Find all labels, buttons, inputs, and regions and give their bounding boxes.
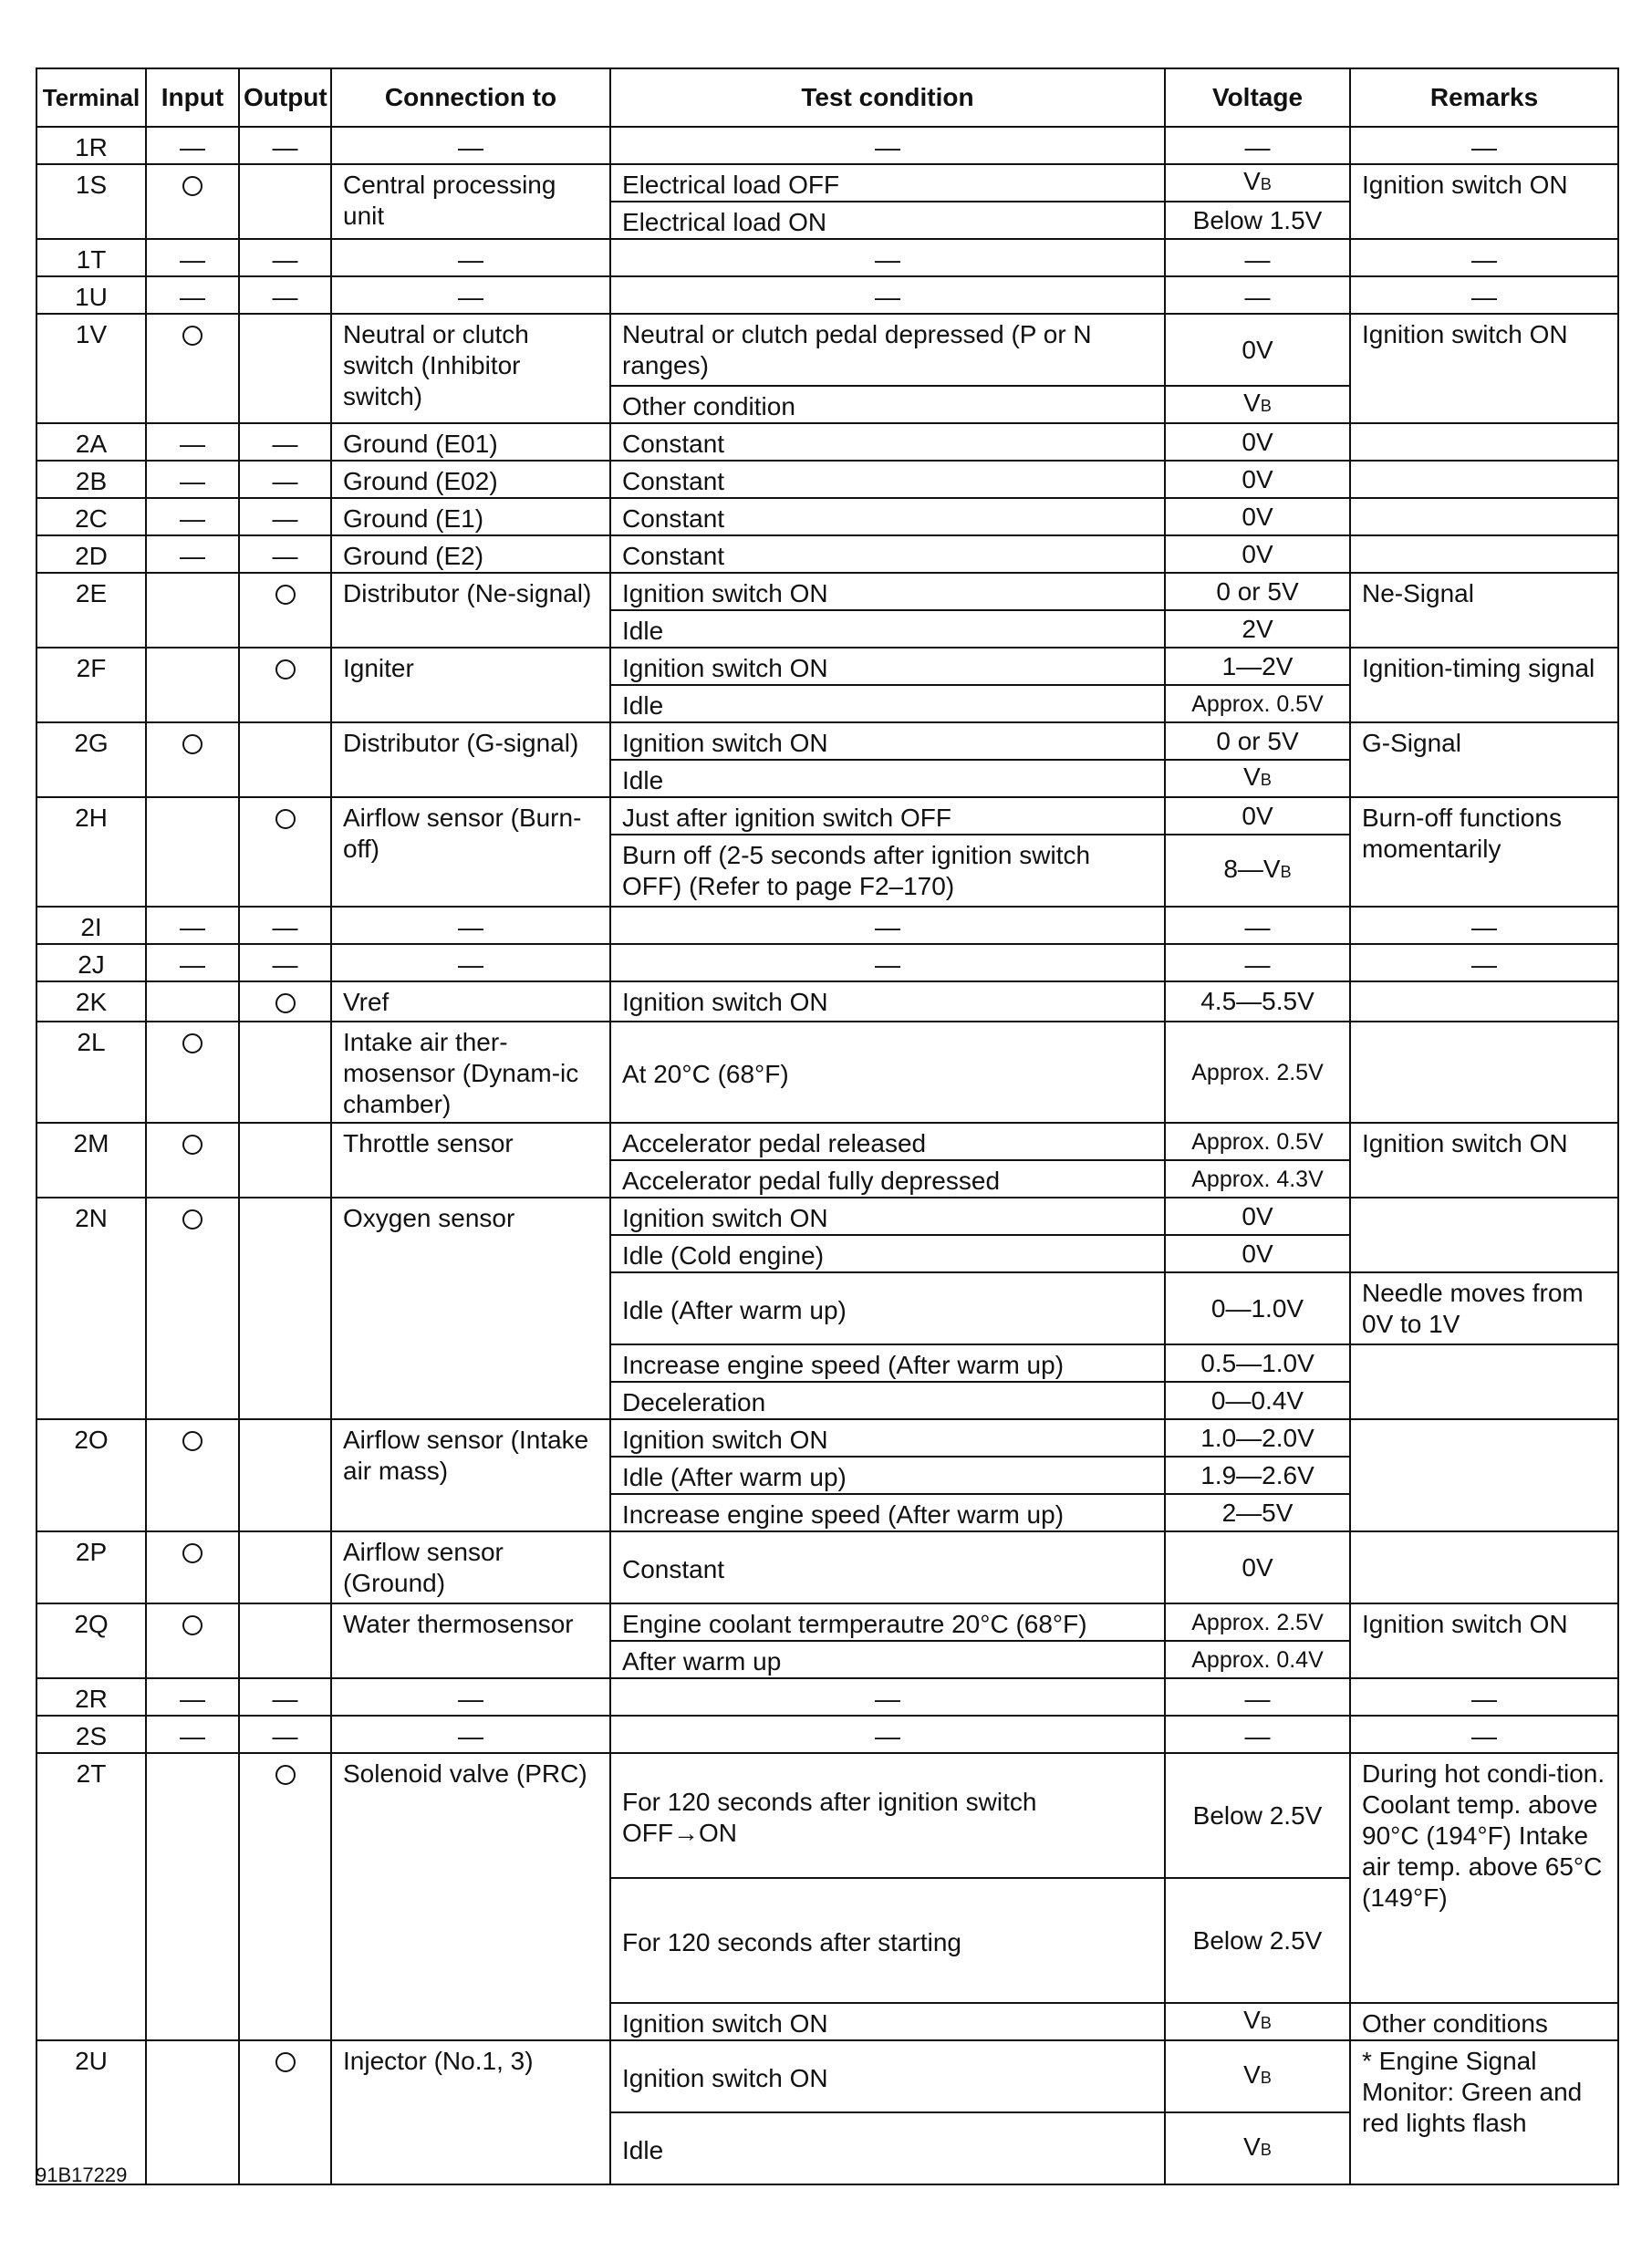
voltage-cell: 0—0.4V <box>1165 1382 1350 1419</box>
table-row <box>36 1419 1618 1457</box>
table-row <box>36 1022 1618 1123</box>
circle-icon <box>275 585 296 605</box>
table-row <box>36 461 1618 498</box>
test-cell: For 120 seconds after starting <box>610 1878 1165 2003</box>
circle-icon <box>182 1543 203 1563</box>
table-row <box>36 981 1618 1022</box>
remarks-cell: Needle moves from 0V to 1V <box>1350 1272 1618 1344</box>
dash-cell: — <box>1350 239 1618 276</box>
output-cell <box>239 164 331 239</box>
connection-cell: Distributor (G-signal) <box>331 722 610 797</box>
dash-cell: — <box>1350 944 1618 981</box>
voltage-cell: 0 or 5V <box>1165 573 1350 610</box>
dash-cell: — <box>239 239 331 276</box>
test-cell: Idle (After warm up) <box>610 1457 1165 1494</box>
voltage-cell: 0V <box>1165 797 1350 835</box>
remarks-cell <box>1350 535 1618 573</box>
terminal-cell: 2T <box>36 1753 146 2040</box>
circle-icon <box>182 1135 203 1155</box>
remarks-cell: * Engine Signal Monitor: Green and red lights flash <box>1350 2040 1618 2184</box>
test-cell: Ignition switch ON <box>610 2003 1165 2040</box>
table-row <box>36 944 1618 981</box>
table-row <box>36 164 1618 202</box>
dash-cell: — <box>239 127 331 164</box>
voltage-cell: VB <box>1165 2040 1350 2112</box>
dash-cell: — <box>1165 944 1350 981</box>
test-cell: Other condition <box>610 386 1165 423</box>
input-cell <box>146 314 239 423</box>
table-row <box>36 722 1618 760</box>
figure-reference-code: 91B17229 <box>36 2163 128 2186</box>
terminal-cell: 2N <box>36 1198 146 1419</box>
dash-cell: — <box>331 944 610 981</box>
test-cell: Just after ignition switch OFF <box>610 797 1165 835</box>
dash-cell: — <box>146 535 239 573</box>
dash-cell: — <box>1165 127 1350 164</box>
output-cell <box>239 722 331 797</box>
remarks-cell <box>1350 1198 1618 1272</box>
table-row <box>36 907 1618 944</box>
dash-cell: — <box>239 1678 331 1716</box>
terminal-cell: 2H <box>36 797 146 907</box>
dash-cell: — <box>239 498 331 535</box>
dash-cell: — <box>1350 1716 1618 1753</box>
remarks-cell <box>1350 1344 1618 1419</box>
test-cell: Electrical load OFF <box>610 164 1165 202</box>
connection-cell: Igniter <box>331 648 610 722</box>
circle-icon <box>182 734 203 754</box>
circle-icon <box>275 2052 296 2072</box>
header-terminal: Terminal <box>36 68 146 127</box>
table-row <box>36 797 1618 835</box>
dash-cell: — <box>146 461 239 498</box>
output-cell <box>239 797 331 907</box>
header-row <box>36 68 1618 127</box>
test-cell: Constant <box>610 461 1165 498</box>
voltage-cell: VB <box>1165 164 1350 202</box>
voltage-cell: 0V <box>1165 498 1350 535</box>
dash-cell: — <box>610 239 1165 276</box>
circle-icon <box>275 993 296 1013</box>
voltage-cell: 0V <box>1165 535 1350 573</box>
circle-icon <box>182 326 203 346</box>
dash-cell: — <box>146 498 239 535</box>
test-cell: Idle (Cold engine) <box>610 1235 1165 1272</box>
terminal-cell: 2B <box>36 461 146 498</box>
dash-cell: — <box>239 535 331 573</box>
output-cell <box>239 648 331 722</box>
dash-cell: — <box>239 1716 331 1753</box>
terminal-cell: 2O <box>36 1419 146 1531</box>
dash-cell: — <box>239 907 331 944</box>
terminal-cell: 1U <box>36 276 146 314</box>
terminal-cell: 2Q <box>36 1603 146 1678</box>
test-cell: Idle <box>610 2112 1165 2184</box>
circle-icon <box>182 176 203 196</box>
table-row <box>36 276 1618 314</box>
test-cell: Constant <box>610 423 1165 461</box>
terminal-cell: 1V <box>36 314 146 423</box>
input-cell <box>146 1531 239 1603</box>
input-cell <box>146 1198 239 1419</box>
terminal-cell: 2M <box>36 1123 146 1198</box>
dash-cell: — <box>331 1678 610 1716</box>
terminal-cell: 2D <box>36 535 146 573</box>
dash-cell: — <box>146 276 239 314</box>
remarks-cell: Ignition switch ON <box>1350 1123 1618 1198</box>
connection-cell: Neutral or clutch switch (Inhibitor switch) <box>331 314 610 423</box>
test-cell: After warm up <box>610 1641 1165 1678</box>
dash-cell: — <box>239 423 331 461</box>
remarks-cell <box>1350 498 1618 535</box>
dash-cell: — <box>1350 907 1618 944</box>
table-row <box>36 535 1618 573</box>
test-cell: Ignition switch ON <box>610 1419 1165 1457</box>
test-cell: Idle <box>610 685 1165 722</box>
voltage-cell: 2V <box>1165 610 1350 648</box>
output-cell <box>239 1603 331 1678</box>
terminal-cell: 2L <box>36 1022 146 1123</box>
remarks-cell: Ne-Signal <box>1350 573 1618 648</box>
dash-cell: — <box>610 1716 1165 1753</box>
dash-cell: — <box>146 907 239 944</box>
voltage-cell: Below 2.5V <box>1165 1878 1350 2003</box>
table-row <box>36 648 1618 685</box>
output-cell <box>239 2040 331 2184</box>
dash-cell: — <box>610 127 1165 164</box>
voltage-cell: 0V <box>1165 1531 1350 1603</box>
dash-cell: — <box>610 944 1165 981</box>
test-cell: Idle <box>610 610 1165 648</box>
voltage-cell: 0 or 5V <box>1165 722 1350 760</box>
terminal-cell: 1T <box>36 239 146 276</box>
table-row <box>36 1123 1618 1160</box>
dash-cell: — <box>1350 276 1618 314</box>
input-cell <box>146 797 239 907</box>
test-cell: Engine coolant termperautre 20°C (68°F) <box>610 1603 1165 1641</box>
connection-cell: Oxygen sensor <box>331 1198 610 1419</box>
voltage-cell: 0V <box>1165 314 1350 386</box>
dash-cell: — <box>331 276 610 314</box>
remarks-cell: Ignition switch ON <box>1350 1603 1618 1678</box>
connection-cell: Water thermosensor <box>331 1603 610 1678</box>
input-cell <box>146 648 239 722</box>
terminal-table <box>36 67 1619 2185</box>
input-cell <box>146 2040 239 2184</box>
input-cell <box>146 1022 239 1123</box>
test-cell: Constant <box>610 498 1165 535</box>
connection-cell: Intake air ther-mosensor (Dynam-ic chamber) <box>331 1022 610 1123</box>
output-cell <box>239 1753 331 2040</box>
dash-cell: — <box>146 1678 239 1716</box>
terminal-cell: 2I <box>36 907 146 944</box>
voltage-cell: Approx. 4.3V <box>1165 1160 1350 1198</box>
test-cell: Idle <box>610 760 1165 797</box>
circle-icon <box>182 1209 203 1229</box>
circle-icon <box>275 1765 296 1785</box>
table-row <box>36 573 1618 610</box>
terminal-cell: 2G <box>36 722 146 797</box>
connection-cell: Central processing unit <box>331 164 610 239</box>
dash-cell: — <box>146 127 239 164</box>
dash-cell: — <box>331 239 610 276</box>
dash-cell: — <box>1165 907 1350 944</box>
table-row <box>36 498 1618 535</box>
voltage-cell: 2—5V <box>1165 1494 1350 1531</box>
voltage-cell: VB <box>1165 2003 1350 2040</box>
terminal-cell: 1R <box>36 127 146 164</box>
terminal-voltage-table-sheet <box>36 67 1617 2185</box>
connection-cell: Distributor (Ne-signal) <box>331 573 610 648</box>
voltage-cell: 4.5—5.5V <box>1165 981 1350 1022</box>
test-cell: Ignition switch ON <box>610 2040 1165 2112</box>
table-row <box>36 2040 1618 2112</box>
test-cell: Ignition switch ON <box>610 573 1165 610</box>
test-cell: Burn off (2-5 seconds after ignition switch OFF) (Refer to page F2–170) <box>610 835 1165 907</box>
voltage-cell: VB <box>1165 760 1350 797</box>
voltage-cell: 1.9—2.6V <box>1165 1457 1350 1494</box>
connection-cell: Airflow sensor (Burn-off) <box>331 797 610 907</box>
voltage-cell: Approx. 2.5V <box>1165 1603 1350 1641</box>
circle-icon <box>182 1033 203 1053</box>
remarks-cell: During hot condi-tion. Coolant temp. above 90°C (194°F) Intake air temp. above 65°C (149°F) <box>1350 1753 1618 2003</box>
output-cell <box>239 314 331 423</box>
terminal-cell: 2E <box>36 573 146 648</box>
table-row <box>36 1753 1618 1878</box>
voltage-cell: 0V <box>1165 1235 1350 1272</box>
voltage-cell: 0V <box>1165 423 1350 461</box>
connection-cell: Ground (E02) <box>331 461 610 498</box>
dash-cell: — <box>146 239 239 276</box>
dash-cell: — <box>331 907 610 944</box>
remarks-cell <box>1350 423 1618 461</box>
input-cell <box>146 1753 239 2040</box>
table-row <box>36 1678 1618 1716</box>
connection-cell: Airflow sensor (Ground) <box>331 1531 610 1603</box>
remarks-cell: Ignition switch ON <box>1350 314 1618 423</box>
dash-cell: — <box>239 276 331 314</box>
remarks-cell <box>1350 1531 1618 1603</box>
test-cell: Accelerator pedal fully depressed <box>610 1160 1165 1198</box>
voltage-cell: 0V <box>1165 1198 1350 1235</box>
header-output: Output <box>239 68 331 127</box>
dash-cell: — <box>146 423 239 461</box>
dash-cell: — <box>331 127 610 164</box>
circle-icon <box>275 659 296 680</box>
terminal-cell: 1S <box>36 164 146 239</box>
circle-icon <box>275 809 296 829</box>
voltage-cell: 8—VB <box>1165 835 1350 907</box>
remarks-cell: Other conditions <box>1350 2003 1618 2040</box>
remarks-cell: Ignition switch ON <box>1350 164 1618 239</box>
terminal-cell: 2K <box>36 981 146 1022</box>
dash-cell: — <box>1165 1678 1350 1716</box>
voltage-cell: 0.5—1.0V <box>1165 1344 1350 1382</box>
dash-cell: — <box>1350 1678 1618 1716</box>
remarks-cell <box>1350 461 1618 498</box>
voltage-cell: 1—2V <box>1165 648 1350 685</box>
test-cell: Ignition switch ON <box>610 981 1165 1022</box>
output-cell <box>239 1531 331 1603</box>
input-cell <box>146 981 239 1022</box>
voltage-cell: Approx. 0.5V <box>1165 685 1350 722</box>
voltage-cell: Below 1.5V <box>1165 202 1350 239</box>
test-cell: Increase engine speed (After warm up) <box>610 1494 1165 1531</box>
output-cell <box>239 1419 331 1531</box>
dash-cell: — <box>146 944 239 981</box>
input-cell <box>146 722 239 797</box>
header-test-condition: Test condition <box>610 68 1165 127</box>
terminal-cell: 2A <box>36 423 146 461</box>
connection-cell: Injector (No.1, 3) <box>331 2040 610 2184</box>
test-cell: Ignition switch ON <box>610 722 1165 760</box>
table-row <box>36 314 1618 386</box>
table-row <box>36 1603 1618 1641</box>
table-row <box>36 1716 1618 1753</box>
test-cell: At 20°C (68°F) <box>610 1022 1165 1123</box>
remarks-cell <box>1350 1419 1618 1531</box>
remarks-cell <box>1350 1022 1618 1123</box>
input-cell <box>146 1603 239 1678</box>
remarks-cell: Ignition-timing signal <box>1350 648 1618 722</box>
dash-cell: — <box>1165 1716 1350 1753</box>
dash-cell: — <box>610 907 1165 944</box>
test-cell: For 120 seconds after ignition switch OFF→ON <box>610 1753 1165 1878</box>
test-cell: Idle (After warm up) <box>610 1272 1165 1344</box>
dash-cell: — <box>1165 239 1350 276</box>
connection-cell: Ground (E1) <box>331 498 610 535</box>
header-connection: Connection to <box>331 68 610 127</box>
test-cell: Neutral or clutch pedal depressed (P or N ranges) <box>610 314 1165 386</box>
dash-cell: — <box>610 1678 1165 1716</box>
test-cell: Electrical load ON <box>610 202 1165 239</box>
dash-cell: — <box>146 1716 239 1753</box>
output-cell <box>239 1123 331 1198</box>
voltage-cell: Approx. 0.4V <box>1165 1641 1350 1678</box>
dash-cell: — <box>239 461 331 498</box>
output-cell <box>239 1198 331 1419</box>
circle-icon <box>182 1615 203 1635</box>
input-cell <box>146 573 239 648</box>
voltage-cell: 0—1.0V <box>1165 1272 1350 1344</box>
dash-cell: — <box>331 1716 610 1753</box>
test-cell: Constant <box>610 535 1165 573</box>
voltage-cell: VB <box>1165 386 1350 423</box>
connection-cell: Vref <box>331 981 610 1022</box>
test-cell: Increase engine speed (After warm up) <box>610 1344 1165 1382</box>
header-input: Input <box>146 68 239 127</box>
output-cell <box>239 1022 331 1123</box>
terminal-cell: 2J <box>36 944 146 981</box>
dash-cell: — <box>610 276 1165 314</box>
terminal-cell: 2U <box>36 2040 146 2184</box>
test-cell: Deceleration <box>610 1382 1165 1419</box>
remarks-cell: Burn-off functions momentarily <box>1350 797 1618 907</box>
test-cell: Ignition switch ON <box>610 648 1165 685</box>
header-remarks: Remarks <box>1350 68 1618 127</box>
terminal-cell: 2S <box>36 1716 146 1753</box>
remarks-cell: G-Signal <box>1350 722 1618 797</box>
terminal-cell: 2R <box>36 1678 146 1716</box>
voltage-cell: Below 2.5V <box>1165 1753 1350 1878</box>
remarks-cell <box>1350 981 1618 1022</box>
voltage-cell: Approx. 2.5V <box>1165 1022 1350 1123</box>
voltage-cell: 1.0—2.0V <box>1165 1419 1350 1457</box>
test-cell: Constant <box>610 1531 1165 1603</box>
terminal-cell: 2F <box>36 648 146 722</box>
dash-cell: — <box>1350 127 1618 164</box>
voltage-cell: 0V <box>1165 461 1350 498</box>
dash-cell: — <box>1165 276 1350 314</box>
dash-cell: — <box>239 944 331 981</box>
table-row <box>36 1198 1618 1235</box>
test-cell: Ignition switch ON <box>610 1198 1165 1235</box>
connection-cell: Ground (E2) <box>331 535 610 573</box>
voltage-cell: Approx. 0.5V <box>1165 1123 1350 1160</box>
test-cell: Accelerator pedal released <box>610 1123 1165 1160</box>
header-voltage: Voltage <box>1165 68 1350 127</box>
terminal-cell: 2P <box>36 1531 146 1603</box>
table-row <box>36 127 1618 164</box>
table-row <box>36 1531 1618 1603</box>
circle-icon <box>182 1431 203 1451</box>
connection-cell: Ground (E01) <box>331 423 610 461</box>
input-cell <box>146 164 239 239</box>
output-cell <box>239 981 331 1022</box>
terminal-cell: 2C <box>36 498 146 535</box>
voltage-cell: VB <box>1165 2112 1350 2184</box>
table-row <box>36 423 1618 461</box>
connection-cell: Solenoid valve (PRC) <box>331 1753 610 2040</box>
input-cell <box>146 1419 239 1531</box>
connection-cell: Airflow sensor (Intake air mass) <box>331 1419 610 1531</box>
output-cell <box>239 573 331 648</box>
table-row <box>36 239 1618 276</box>
input-cell <box>146 1123 239 1198</box>
connection-cell: Throttle sensor <box>331 1123 610 1198</box>
